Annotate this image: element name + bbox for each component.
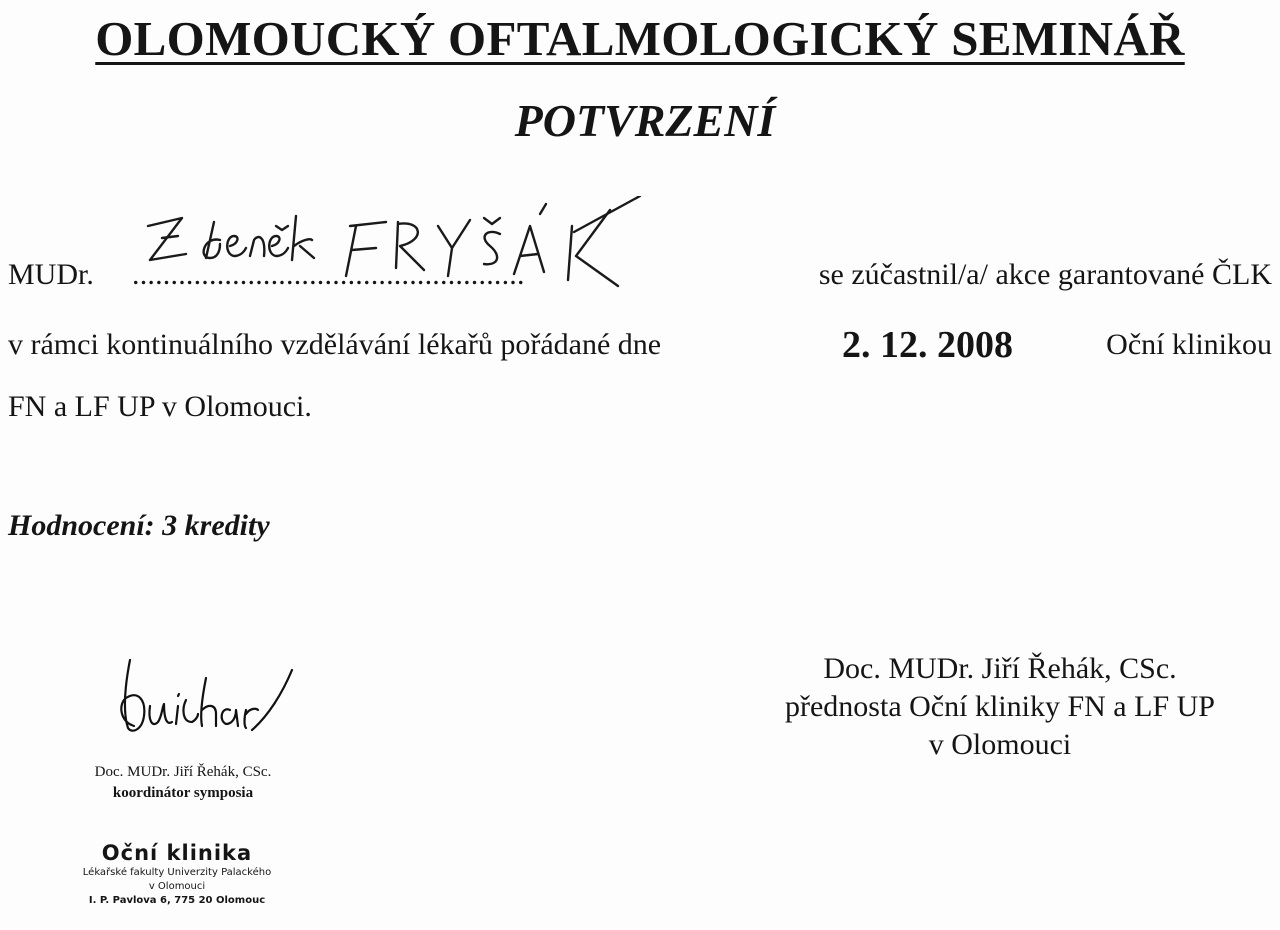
coordinator-role: koordinátor symposia <box>112 785 254 801</box>
stamp-address: I. P. Pavlova 6, 775 20 Olomouc <box>88 895 266 906</box>
signature <box>112 650 302 750</box>
title-prefix: MUDr. <box>8 258 94 291</box>
head-name: Doc. MUDr. Jiří Řehák, CSc. <box>823 652 1177 685</box>
stamp-city: v Olomouci <box>148 881 206 892</box>
education-text: v rámci kontinuálního vzdělávání lékařů pořádané dne <box>8 328 662 361</box>
seminar-title: OLOMOUCKÝ OFTALMOLOGICKÝ SEMINÁŘ <box>95 11 1185 66</box>
participation-text: se zúčastnil/a/ akce garantované ČLK <box>818 258 1272 291</box>
organizer-text: Oční klinikou <box>1106 328 1272 361</box>
stamp-clinic-name: Oční klinika <box>101 841 253 865</box>
clinic-stamp <box>52 840 302 908</box>
credit-rating: Hodnocení: 3 kredity <box>8 509 270 542</box>
coordinator-name: Doc. MUDr. Jiří Řehák, CSc. <box>94 764 272 780</box>
document-subtitle: POTVRZENÍ <box>514 95 776 146</box>
coordinator-block <box>68 762 298 804</box>
event-date: 2. 12. 2008 <box>842 324 1013 366</box>
head-of-clinic-block <box>720 650 1280 764</box>
handwritten-participant-name <box>140 196 660 296</box>
stamp-faculty: Lékařské fakulty Univerzity Palackého <box>82 867 272 878</box>
organizer-line: FN a LF UP v Olomouci. <box>8 390 312 423</box>
name-dotted-line: ................................................... <box>132 258 525 291</box>
head-position: přednosta Oční kliniky FN a LF UP <box>785 690 1215 723</box>
head-city: v Olomouci <box>928 728 1072 761</box>
